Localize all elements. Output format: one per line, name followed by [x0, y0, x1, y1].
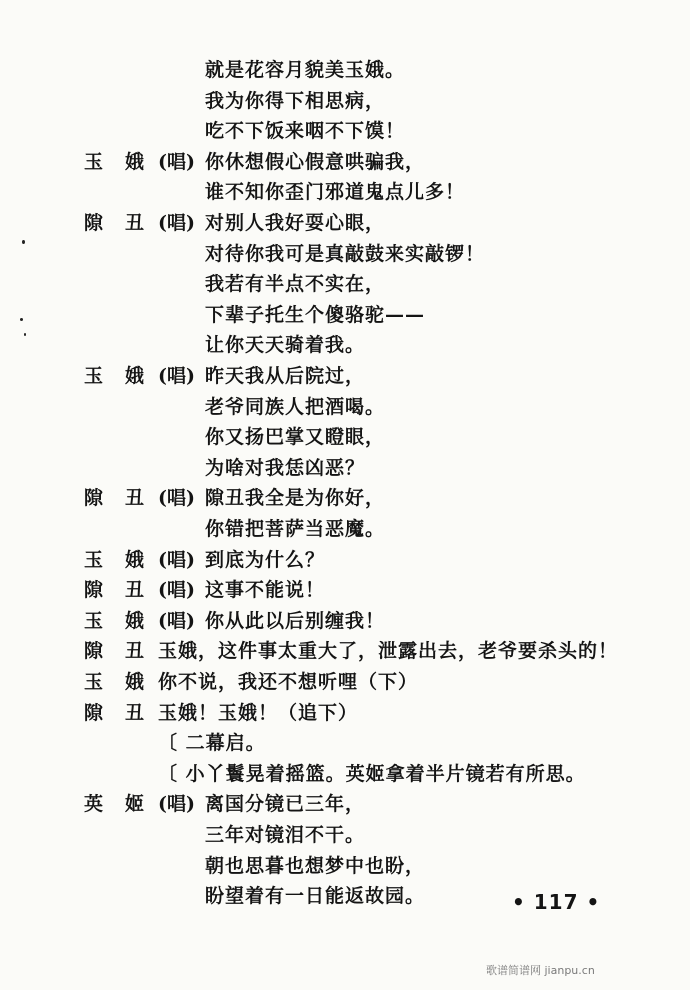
speaker-name: 隙丑 — [84, 640, 167, 663]
line-text: 就是花容月貌美玉娥。 — [205, 59, 406, 81]
script-line — [0, 55, 690, 85]
delivery-mode: (唱) — [158, 487, 195, 510]
line-text: 玉娥！玉娥！（追下） — [158, 701, 359, 724]
line-text: 你从此以后别缠我！ — [205, 609, 386, 632]
delivery-mode: (唱) — [158, 579, 195, 602]
script-line — [0, 636, 690, 666]
line-text: 让你天天骑着我。 — [205, 334, 366, 357]
script-line — [0, 820, 690, 850]
script-line — [0, 86, 690, 116]
line-text: 三年对镜泪不干。 — [205, 824, 366, 846]
speaker-name: 隙丑 — [84, 212, 167, 234]
page-number: • 117 • — [512, 890, 601, 914]
script-line — [0, 667, 690, 697]
script-line — [0, 851, 690, 881]
line-text: 谁不知你歪门邪道鬼点儿多！ — [205, 181, 466, 204]
speaker-name: 隙丑 — [84, 579, 167, 602]
print-speck — [22, 240, 25, 244]
stage-direction: 〔 小丫鬟晃着摇篮。英姬拿着半片镜若有所思。 — [158, 762, 586, 785]
delivery-mode: (唱) — [158, 609, 195, 632]
speaker-name: 玉娥 — [84, 365, 167, 387]
speaker-name: 玉娥 — [84, 150, 167, 173]
script-line — [0, 208, 690, 238]
speaker-name: 隙丑 — [84, 487, 167, 510]
script-line — [0, 483, 690, 513]
line-text: 隙丑我全是为你好， — [205, 487, 386, 510]
script-line — [0, 422, 690, 452]
script-line — [0, 759, 690, 789]
delivery-mode: (唱) — [158, 365, 195, 387]
script-line — [0, 392, 690, 422]
line-text: 你又扬巴掌又瞪眼， — [205, 426, 386, 449]
script-line — [0, 239, 690, 269]
script-line — [0, 330, 690, 360]
line-text: 我为你得下相思病， — [205, 89, 386, 112]
delivery-mode: (唱) — [158, 548, 195, 571]
speaker-name: 隙丑 — [84, 701, 167, 724]
script-line — [0, 545, 690, 575]
line-text: 到底为什么？ — [205, 548, 326, 571]
line-text: 我若有半点不实在， — [205, 273, 386, 296]
line-text: 朝也思暮也想梦中也盼， — [205, 854, 426, 877]
line-text: 离国分镜已三年， — [205, 793, 366, 816]
script-line — [0, 728, 690, 758]
script-line — [0, 361, 690, 391]
line-text: 为啥对我恁凶恶？ — [205, 456, 366, 479]
stage-direction: 〔 二幕启。 — [158, 732, 266, 755]
delivery-mode: (唱) — [158, 150, 195, 173]
watermark: 歌谱简谱网 jianpu.cn — [486, 964, 595, 977]
line-text: 盼望着有一日能返故园。 — [205, 885, 426, 908]
script-line — [0, 698, 690, 728]
script-line — [0, 606, 690, 636]
speaker-name: 英姬 — [84, 793, 167, 816]
script-line — [0, 116, 690, 146]
line-text: 对别人我好耍心眼， — [205, 212, 386, 234]
script-line — [0, 177, 690, 207]
print-speck — [24, 333, 26, 336]
line-text: 你休想假心假意哄骗我， — [205, 150, 426, 173]
script-line — [0, 147, 690, 177]
script-line — [0, 514, 690, 544]
line-text: 下辈子托生个傻骆驼—— — [205, 303, 426, 326]
script-line — [0, 575, 690, 605]
line-text: 对待你我可是真敲鼓来实敲锣！ — [205, 242, 486, 265]
speaker-name: 玉娥 — [84, 548, 167, 571]
script-line — [0, 300, 690, 330]
print-speck — [20, 318, 23, 321]
speaker-name: 玉娥 — [84, 609, 167, 632]
line-text: 你错把菩萨当恶魔。 — [205, 518, 386, 540]
script-line — [0, 269, 690, 299]
delivery-mode: (唱) — [158, 212, 195, 234]
script-line — [0, 789, 690, 819]
line-text: 昨天我从后院过， — [205, 365, 366, 387]
line-text: 这事不能说！ — [205, 579, 326, 602]
script-line — [0, 453, 690, 483]
delivery-mode: (唱) — [158, 793, 195, 816]
line-text: 你不说，我还不想听哩（下） — [158, 671, 419, 693]
line-text: 玉娥，这件事太重大了，泄露出去，老爷要杀头的！ — [158, 640, 619, 663]
line-text: 老爷同族人把酒喝。 — [205, 395, 386, 418]
line-text: 吃不下饭来咽不下馍！ — [205, 120, 406, 143]
speaker-name: 玉娥 — [84, 671, 167, 693]
